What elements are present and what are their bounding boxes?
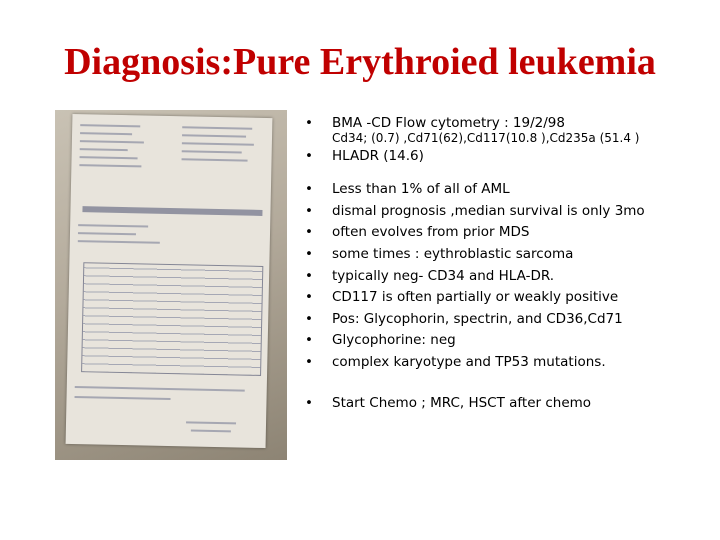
bullet-dot: • — [305, 245, 313, 262]
list-item: Cd34; (0.7) ,Cd71(62),Cd117(10.8 ),Cd235a (51.4 ) — [332, 130, 640, 145]
slide-title: Diagnosis:Pure Erythroied leukemia — [64, 41, 656, 83]
bullet-dot: • — [305, 353, 313, 370]
list-item: • Pos: Glycophorin, spectrin, and CD36,Cd71 — [303, 309, 713, 331]
bullet-dot: • — [305, 267, 313, 284]
bullet-list — [303, 113, 713, 414]
bullet-dot: • — [305, 332, 313, 349]
report-sheet — [66, 114, 273, 448]
list-item: • complex karyotype and TP53 mutations. — [303, 352, 713, 374]
list-item: • CD117 is often partially or weakly positive — [303, 287, 713, 309]
bullet-dot: • — [305, 224, 313, 241]
bullet-dot: • — [305, 202, 313, 219]
bullet-dot: • — [305, 289, 313, 306]
list-item: • often evolves from prior MDS — [303, 222, 713, 244]
bullet-dot: • — [305, 310, 313, 327]
list-item: • Glycophorine: neg — [303, 330, 713, 352]
list-item: • typically neg- CD34 and HLA-DR. — [303, 266, 713, 288]
bullet-dot: • — [305, 181, 313, 198]
marker-table — [81, 262, 263, 376]
list-item: • some times : eythroblastic sarcoma — [303, 244, 713, 266]
flow-cytometry-report-photo — [55, 110, 287, 460]
list-item: • BMA -CD Flow cytometry : 19/2/98 — [303, 113, 713, 135]
list-item: • HLADR (14.6) — [303, 146, 713, 168]
bullet-dot: • — [305, 394, 313, 411]
list-item: • Start Chemo ; MRC, HSCT after chemo — [303, 393, 713, 415]
list-item: • dismal prognosis ,median survival is only 3mo — [303, 201, 713, 223]
bullet-dot: • — [305, 115, 313, 131]
list-item: • Less than 1% of all of AML — [303, 179, 713, 201]
bullet-dot: • — [305, 147, 313, 164]
